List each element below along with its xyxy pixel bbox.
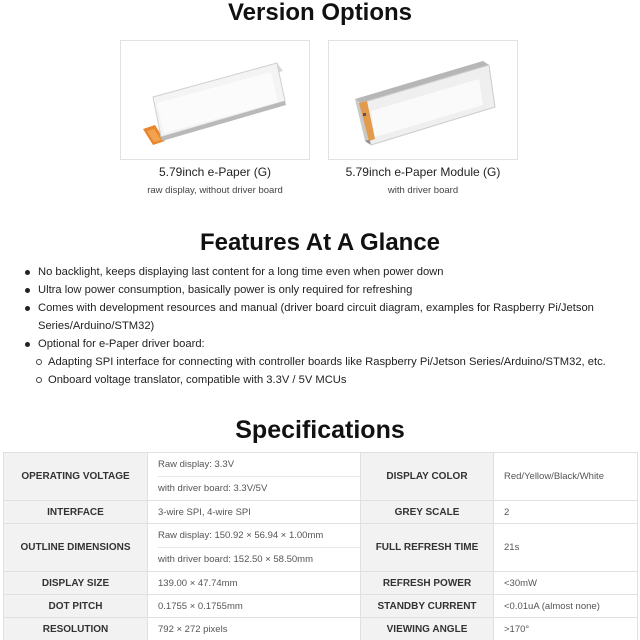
feature-text: Comes with development resources and manual (driver board circuit diagram, examples for Raspberry Pi/Jetson Series/Arduino/STM32)	[38, 302, 594, 332]
feature-item	[20, 263, 630, 281]
feature-text: Optional for e-Paper driver board:	[38, 338, 205, 350]
spec-label: OPERATING VOLTAGE	[4, 453, 148, 501]
card-title-module: 5.79inch e-Paper Module (G)	[345, 165, 501, 179]
spec-value: 3-wire SPI, 4-wire SPI	[148, 501, 361, 524]
spec-label: DISPLAY SIZE	[4, 572, 148, 595]
spec-label: GREY SCALE	[361, 501, 494, 524]
spec-value: 792 × 272 pixels	[148, 618, 361, 640]
table-row	[4, 572, 638, 595]
spec-value: Red/Yellow/Black/White	[494, 453, 638, 501]
spec-label: RESOLUTION	[4, 618, 148, 640]
spec-subvalue: with driver board: 152.50 × 58.50mm	[158, 547, 360, 571]
features-title: Features At A Glance	[199, 229, 441, 256]
spec-value: <30mW	[494, 572, 638, 595]
features-list	[20, 263, 630, 389]
table-row	[4, 618, 638, 640]
epaper-module-image	[329, 41, 517, 159]
feature-item	[20, 299, 630, 335]
feature-item	[20, 335, 630, 353]
spec-subvalue: with driver board: 3.3V/5V	[158, 476, 360, 500]
hollow-bullet-icon	[36, 359, 42, 365]
spec-value: 2	[494, 501, 638, 524]
feature-subitem	[20, 371, 630, 389]
table-row	[4, 524, 638, 572]
spec-value: 21s	[494, 524, 638, 572]
product-image-module[interactable]	[328, 40, 518, 160]
spec-label: DISPLAY COLOR	[361, 453, 494, 501]
spec-label: FULL REFRESH TIME	[361, 524, 494, 572]
spec-value: 0.1755 × 0.1755mm	[148, 595, 361, 618]
card-title-raw-display: 5.79inch e-Paper (G)	[158, 165, 272, 179]
raw-epaper-display-image	[121, 41, 309, 159]
table-row	[4, 453, 638, 501]
bullet-icon	[25, 270, 30, 275]
spec-value: 139.00 × 47.74mm	[148, 572, 361, 595]
spec-value	[148, 524, 361, 572]
spec-label: INTERFACE	[4, 501, 148, 524]
spec-label: REFRESH POWER	[361, 572, 494, 595]
card-subtitle-raw-display: raw display, without driver board	[147, 185, 283, 196]
spec-value: <0.01uA (almost none)	[494, 595, 638, 618]
spec-value	[148, 453, 361, 501]
spec-subvalue: Raw display: 150.92 × 56.94 × 1.00mm	[158, 530, 324, 541]
specifications-title: Specifications	[235, 416, 405, 444]
spec-value: >170°	[494, 618, 638, 640]
spec-label: STANDBY CURRENT	[361, 595, 494, 618]
spec-label: DOT PITCH	[4, 595, 148, 618]
feature-subtext: Onboard voltage translator, compatible with 3.3V / 5V MCUs	[48, 374, 347, 386]
table-row	[4, 595, 638, 618]
specifications-table	[3, 452, 638, 640]
product-image-raw-display[interactable]	[120, 40, 310, 160]
hollow-bullet-icon	[36, 377, 42, 383]
spec-subvalue: Raw display: 3.3V	[158, 459, 235, 470]
table-row	[4, 501, 638, 524]
feature-subtext: Adapting SPI interface for connecting with controller boards like Raspberry Pi/Jetson Series/Arduino/STM32, etc.	[48, 356, 606, 368]
spec-label: OUTLINE DIMENSIONS	[4, 524, 148, 572]
version-options-title: Version Options	[227, 0, 413, 26]
bullet-icon	[25, 342, 30, 347]
bullet-icon	[25, 288, 30, 293]
bullet-icon	[25, 306, 30, 311]
card-subtitle-module: with driver board	[387, 185, 459, 196]
feature-subitem	[20, 353, 630, 371]
feature-text: Ultra low power consumption, basically power is only required for refreshing	[38, 284, 413, 296]
feature-text: No backlight, keeps displaying last content for a long time even when power down	[38, 266, 444, 278]
spec-label: VIEWING ANGLE	[361, 618, 494, 640]
feature-item	[20, 281, 630, 299]
